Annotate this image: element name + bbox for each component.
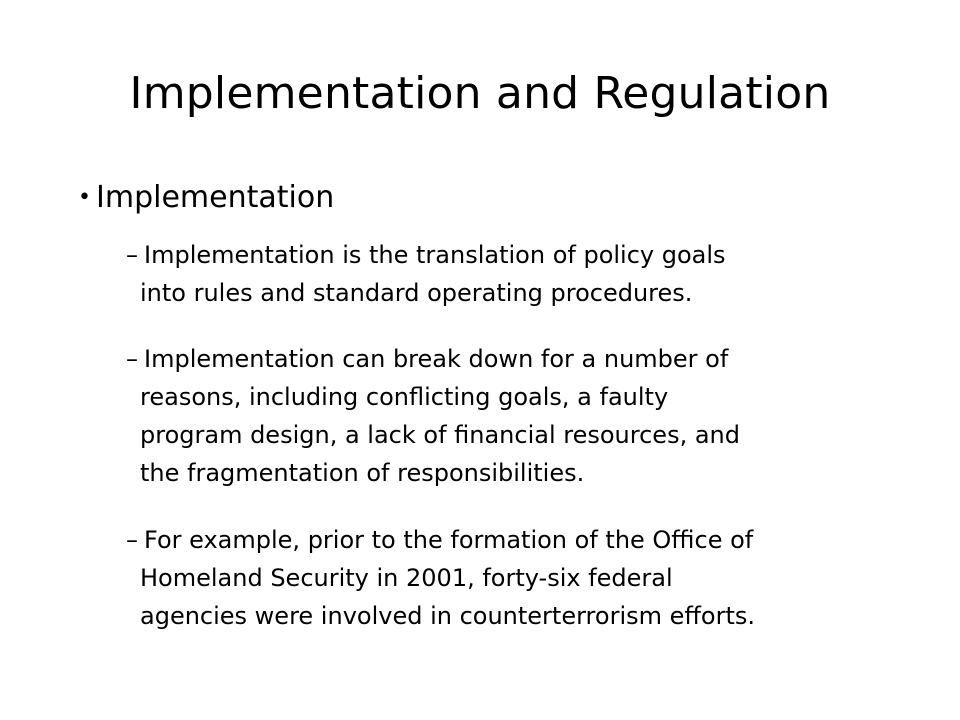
dash-icon: – [126, 526, 138, 554]
bullet-item [78, 176, 335, 220]
subpoint-example [126, 521, 916, 635]
subpoint-line: Homeland Security in 2001, forty-six federal [140, 564, 673, 592]
subpoint-line: into rules and standard operating procedures. [140, 279, 693, 307]
subpoint-line: Implementation is the translation of policy goals [144, 241, 726, 269]
subpoint-breakdown [126, 340, 916, 492]
subpoint-line: program design, a lack of financial resources, and [140, 421, 740, 449]
bullet-text: Implementation [96, 180, 335, 215]
subpoint-line: agencies were involved in counterterrorism efforts. [140, 602, 756, 630]
bullet-icon: • [78, 185, 91, 210]
slide-title: Implementation and Regulation [129, 68, 831, 119]
subpoint-line: reasons, including conflicting goals, a faulty [140, 383, 669, 411]
subpoint-translation [126, 236, 916, 312]
dash-icon: – [126, 345, 138, 373]
dash-icon: – [126, 241, 138, 269]
subpoint-line: For example, prior to the formation of the Office of [144, 526, 754, 554]
subpoint-line: Implementation can break down for a number of [144, 345, 729, 373]
subpoint-line: the fragmentation of responsibilities. [140, 459, 585, 487]
